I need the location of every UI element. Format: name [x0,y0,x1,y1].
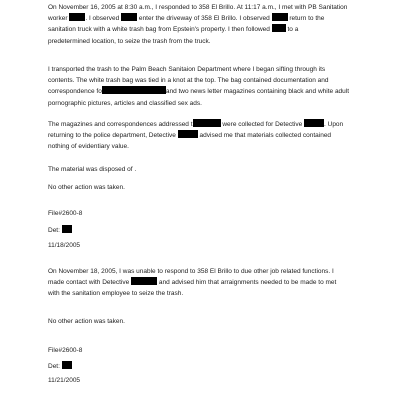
text: nothing of evidentiary value. [48,143,129,150]
text: No other action was taken. [48,318,125,325]
report2-date [48,375,80,387]
text: File#2600-8 [48,210,83,217]
text: 11/21/2005 [48,377,81,384]
text: On November 18, 2005, I was unable to respond to 358 El Brillo to due other job related functions. I [48,268,334,275]
text: File#2600-8 [48,347,83,354]
text: worker [48,15,68,22]
text: enter the driveway of 358 El Brillo. I observed [138,15,270,22]
report1-detective [48,225,72,237]
text: and two news letter magazines containing black and white adult [165,88,350,95]
report1-p2-line3 [48,86,349,98]
text: with the sanitation employee to seize the trash. [48,290,184,297]
report1-file-number [48,208,82,220]
redaction-bar [131,277,157,285]
text: On November 16, 2005 at 8:30 a.m., I responded to 358 El Brillo. At 11:17 a.m., I met with PB Sanitation [48,4,348,11]
text: The magazines and correspondences addressed t [48,121,193,128]
text: to a [287,26,299,33]
text: . Upon [324,121,344,128]
text: The material was disposed of . [48,166,137,173]
text: contents. The white trash bag was tied in a knot at the top. The bag contained documentation and [48,77,329,84]
text: 11/18/2005 [48,242,81,249]
text: Det: [48,227,60,234]
redaction-bar [272,24,286,32]
redaction-bar [62,361,72,369]
redaction-bar [193,119,221,127]
report1-action-line [48,182,125,194]
text: return to the [289,15,325,22]
text: . I observed [85,15,120,22]
redaction-bar [69,13,85,21]
text: made contact with Detective [48,279,130,286]
report1-p1-line4 [48,36,211,48]
redaction-bar [102,86,166,94]
report2-p1-line3 [48,288,183,300]
report1-date [48,240,80,252]
text: I transported the trash to the Palm Beach Sanitaion Department where I began sifting through its [48,66,326,73]
report1-p1-line3 [48,24,298,36]
text: Det: [48,363,60,370]
redaction-bar [304,119,324,127]
text: predetermined location, to seize the trash from the truck. [48,38,211,45]
report1-p3-line3 [48,141,129,153]
report1-disposal-line [48,164,136,176]
redaction-bar [272,13,288,21]
redaction-bar [178,130,198,138]
redaction-bar [121,13,137,21]
text: No other action was taken. [48,184,125,191]
text: returning to the police department, Detective [48,132,176,139]
text: and advised him that arraignments needed to be made to met [158,279,337,286]
text: advised me that materials collected contained [199,132,332,139]
report2-detective [48,361,72,373]
report2-file-number [48,345,82,357]
text: pornographic pictures, articles and classified sex ads. [48,100,202,107]
report1-p2-line4 [48,98,202,110]
report2-action-line [48,316,125,328]
text: sanitation truck with a white trash bag from Epstein's property. I then followed [48,26,270,33]
text: correspondence fo [48,88,102,95]
redaction-bar [62,225,72,233]
text: were collected for Detective [222,121,303,128]
